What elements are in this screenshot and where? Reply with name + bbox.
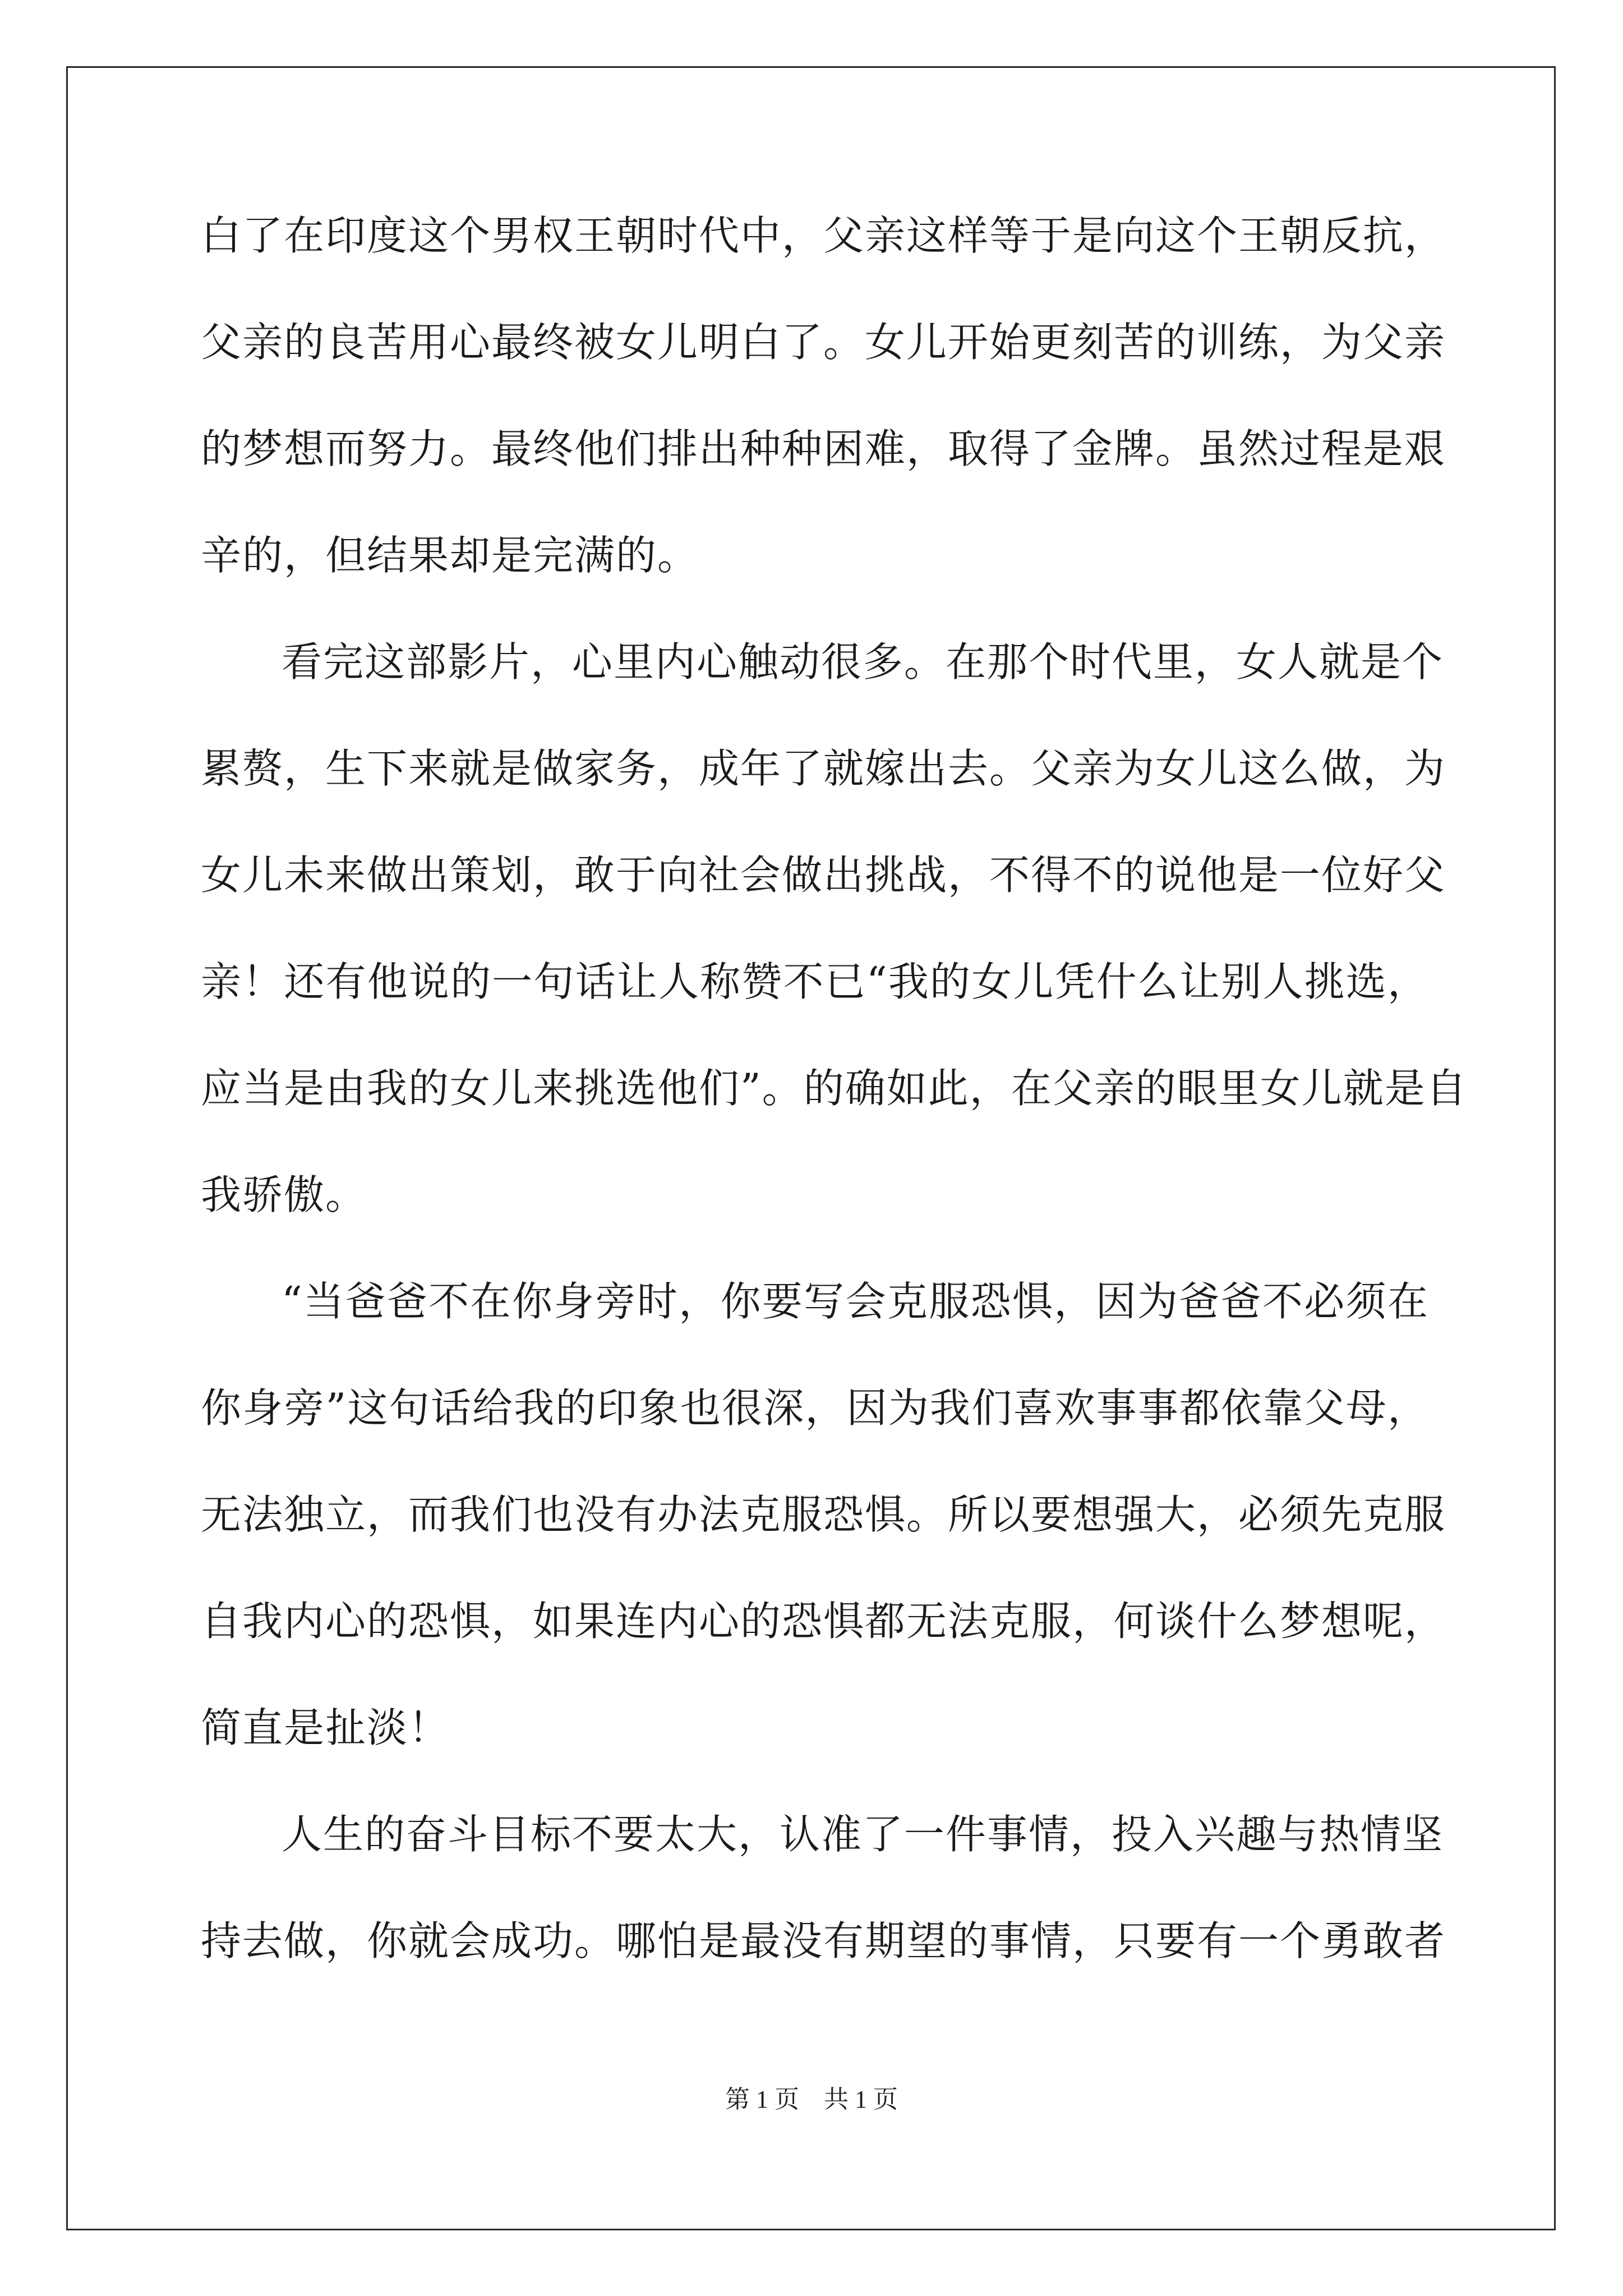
document-body <box>201 212 1468 2027</box>
text-line: 女儿未来做出策划，敢于向社会做出挑战，不得不的说他是一位好父 <box>201 852 1446 899</box>
text-line: 亲！还有他说的一句话让人称赞不已“我的女儿凭什么让别人挑选， <box>201 958 1429 1005</box>
paragraph-first-line: 人生的奋斗目标不要太大，认准了一件事情，投入兴趣与热情坚 <box>282 1811 1444 1858</box>
paragraph-first-line: 看完这部影片，心里内心触动很多。在那个时代里，女人就是个 <box>282 638 1444 685</box>
text-line: 持去做，你就会成功。哪怕是最没有期望的事情，只要有一个勇敢者 <box>201 1917 1446 1964</box>
text-line: 的梦想而努力。最终他们排出种种困难，取得了金牌。虽然过程是艰 <box>201 425 1446 472</box>
text-line: 无法独立，而我们也没有办法克服恐惧。所以要想强大，必须先克服 <box>201 1491 1446 1538</box>
page-total: 共 1 页 <box>824 2086 898 2113</box>
page-number: 第 1 页 <box>725 2086 799 2113</box>
text-line: 我骄傲。 <box>201 1171 367 1218</box>
text-line: 白了在印度这个男权王朝时代中，父亲这样等于是向这个王朝反抗， <box>201 212 1446 259</box>
text-line: 父亲的良苦用心最终被女儿明白了。女儿开始更刻苦的训练，为父亲 <box>201 319 1446 366</box>
text-line: 累赘，生下来就是做家务，成年了就嫁出去。父亲为女儿这么做，为 <box>201 745 1446 792</box>
text-line: 自我内心的恐惧，如果连内心的恐惧都无法克服，何谈什么梦想呢， <box>201 1598 1446 1645</box>
text-line: 辛的，但结果却是完满的。 <box>201 532 699 579</box>
paragraph-first-line: “当爸爸不在你身旁时，你要写会克服恐惧，因为爸爸不必须在 <box>282 1278 1429 1325</box>
text-line: 简直是扯淡！ <box>201 1704 450 1751</box>
text-line: 你身旁”这句话给我的印象也很深，因为我们喜欢事事都依靠父母， <box>201 1384 1429 1432</box>
text-line: 应当是由我的女儿来挑选他们”。的确如此，在父亲的眼里女儿就是自 <box>201 1065 1468 1112</box>
page-footer <box>0 2086 1623 2114</box>
